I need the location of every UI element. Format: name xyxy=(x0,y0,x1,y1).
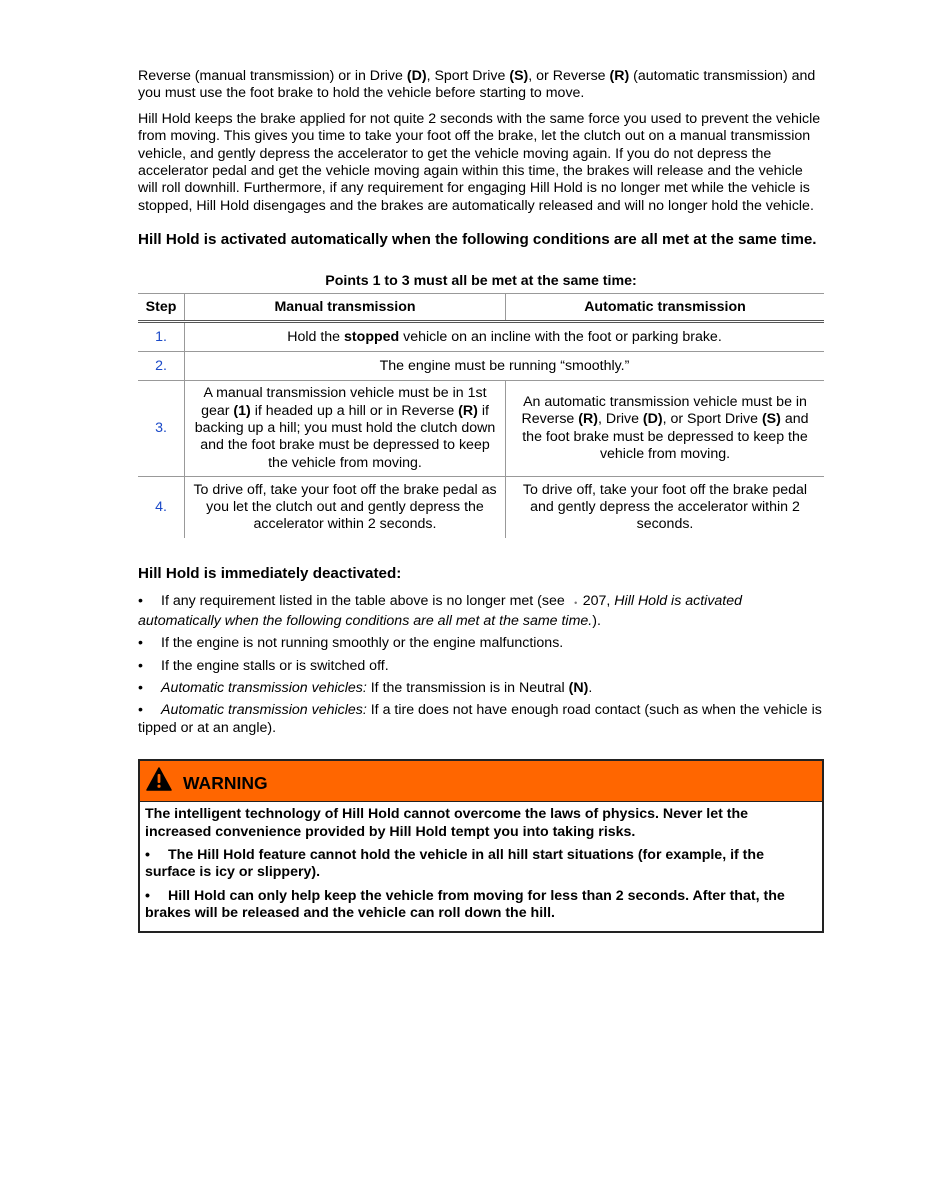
warning-item: • Hill Hold can only help keep the vehicle from moving for less than 2 seconds. After that, the brakes will be released and the vehicle can roll down the hill. xyxy=(145,887,785,922)
header-step: Step xyxy=(138,294,185,322)
bullet-icon: • xyxy=(138,635,143,652)
table-caption: Points 1 to 3 must all be met at the same time: xyxy=(325,273,637,290)
intro-paragraph-2: Hill Hold keeps the brake applied for not quite 2 seconds with the same force you used to prevent the vehicle from moving. This gives you time to take your foot off the brake, let the clutch out on a manual transmission vehicle, and gently depress the accelerator to get the vehicle moving again. If you do not depress the accelerator pedal and get the vehicle moving again within this time, the brakes will release and the vehicle will roll downhill. Furthermore, if any requirement for engaging Hill Hold is no longer met while the vehicle is stopped, Hill Hold disengages and the brakes are automatically released and will no longer hold the vehicle. xyxy=(138,110,821,214)
list-item: • If the engine is not running smoothly or the engine malfunctions. xyxy=(138,635,564,652)
manual-cell: A manual transmission vehicle must be in 1st gear (1) if headed up a hill or in Reverse (R) if backing up a hill; you must hold the clutch down and the foot brake must be depressed to keep the vehicle from moving. xyxy=(185,381,506,477)
list-item: • Automatic transmission vehicles: If the transmission is in Neutral (N). xyxy=(138,679,593,696)
automatic-cell: An automatic transmission vehicle must be in Reverse (R), Drive (D), or Sport Drive (S) and the foot brake must be depressed to keep the vehicle from moving. xyxy=(506,381,825,477)
warning-triangle-icon xyxy=(146,767,172,791)
table-row xyxy=(138,477,824,539)
table-row xyxy=(138,322,824,352)
manual-cell: To drive off, take your foot off the brake pedal as you let the clutch out and gently depress the accelerator within 2 seconds. xyxy=(185,477,506,539)
warning-box xyxy=(138,759,824,932)
warning-body xyxy=(140,802,822,930)
step-number: 2. xyxy=(138,352,185,381)
bullet-icon: • xyxy=(145,846,150,863)
row-text: Hold the stopped vehicle on an incline with the foot or parking brake. xyxy=(185,322,825,352)
list-item: • If any requirement listed in the table above is no longer met (see • 207, Hill Hold is activated automatically when the following conditions are all met at the same time.). xyxy=(138,593,743,629)
step-number: 1. xyxy=(138,322,185,352)
step-number: 4. xyxy=(155,499,167,516)
bullet-icon: • xyxy=(145,887,150,904)
list-item: • If the engine stalls or is switched off. xyxy=(138,657,389,674)
table-row xyxy=(138,381,824,477)
page-reference-link[interactable]: 207 xyxy=(582,593,607,610)
list-item: • Automatic transmission vehicles: If a tire does not have enough road contact (such as when the vehicle is tipped or at an angle). xyxy=(138,702,822,736)
warning-item: • The Hill Hold feature cannot hold the vehicle in all hill start situations (for example, if the surface is icy or slippery). xyxy=(145,846,764,881)
header-automatic: Automatic transmission xyxy=(506,294,825,322)
conditions-table xyxy=(138,293,824,538)
page-reference-icon: • xyxy=(574,598,578,609)
bullet-icon: • xyxy=(138,679,143,696)
row-text: The engine must be running “smoothly.” xyxy=(185,352,825,381)
deactivation-heading: Hill Hold is immediately deactivated: xyxy=(138,565,402,583)
table-header-row xyxy=(138,294,824,322)
activation-heading: Hill Hold is activated automatically when the following conditions are all met at the same time. xyxy=(138,231,817,249)
intro-paragraph-1: Reverse (manual transmission) or in Drive (D), Sport Drive (S), or Reverse (R) (automatic transmission) and you must use the foot brake to hold the vehicle before starting to move. xyxy=(138,68,816,102)
bullet-icon: • xyxy=(138,702,143,719)
bullet-icon: • xyxy=(138,593,143,610)
step-number: 3. xyxy=(138,381,185,477)
automatic-cell: To drive off, take your foot off the brake pedal and gently depress the accelerator within 2 seconds. xyxy=(506,477,825,539)
warning-title: WARNING xyxy=(183,773,268,794)
table-row xyxy=(138,352,824,381)
manual-page xyxy=(138,68,824,933)
warning-header xyxy=(140,761,822,802)
bullet-icon: • xyxy=(138,657,143,674)
warning-paragraph: The intelligent technology of Hill Hold cannot overcome the laws of physics. Never let the increased convenience provided by Hill Hold tempt you into taking risks. xyxy=(145,806,749,840)
header-manual: Manual transmission xyxy=(185,294,506,322)
